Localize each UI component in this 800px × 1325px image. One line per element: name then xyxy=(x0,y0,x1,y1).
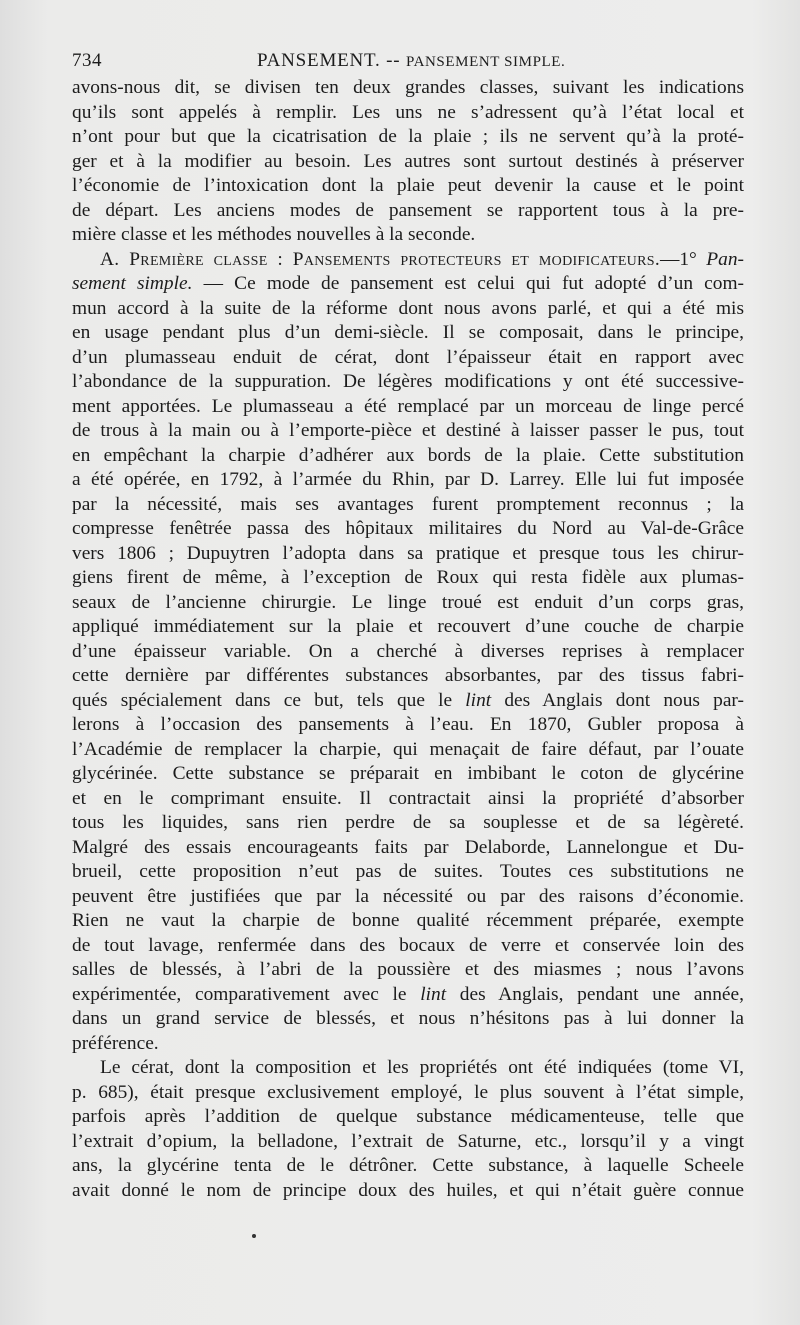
text-line xyxy=(72,272,744,297)
text-line: tous les liquides, sans rien perdre de sa souplesse et de sa légèreté. xyxy=(72,812,744,833)
section-line-rest: — Ce mode de pansement est celui qui fut adopté d’un com- xyxy=(203,273,744,294)
italic-term: lint xyxy=(465,689,492,711)
section-italic-end: sement simple. xyxy=(72,273,193,294)
text-line: glycérinée. Cette substance se préparait en imbibant le coton de glycérine xyxy=(72,763,744,784)
section-heading: A. Première classe : Pansements protecteurs et modificateurs. xyxy=(100,248,660,270)
section-dash: — xyxy=(659,248,680,270)
text-line xyxy=(72,689,744,714)
text-line: d’une épaisseur variable. On a cherché à diverses reprises à remplacer xyxy=(72,640,744,662)
text-line: par la nécessité, mais ses avantages furent promptement reconnus ; la xyxy=(72,493,744,515)
text-line: de départ. Les anciens modes de pansement se rapportent tous à la pre- xyxy=(72,199,744,221)
text-line: Le cérat, dont la composition et les propriétés ont été indiquées (tome VI, xyxy=(100,1057,744,1078)
text-line: seaux de l’ancienne chirurgie. Le linge troué est enduit d’un corps gras, xyxy=(72,591,744,613)
text-line: avons-nous dit, se divisen ten deux grandes classes, suivant les indications xyxy=(72,77,744,98)
running-header xyxy=(72,46,744,76)
italic-term: lint xyxy=(420,983,447,1005)
text-line: p. 685), était presque exclusivement employé, le plus souvent à l’état simple, xyxy=(72,1081,744,1103)
text-segment: des Anglais dont nous par- xyxy=(504,689,744,711)
text-line: salles de blessés, à l’abri de la poussière et des miasmes ; nous l’avons xyxy=(72,959,744,980)
running-title xyxy=(257,50,565,72)
text-line: brueil, cette proposition n’eut pas de suites. Toutes ces substitutions ne xyxy=(72,861,744,882)
section-number: 1° xyxy=(679,248,697,270)
text-line: en empêchant la charpie d’adhérer aux bords de la plaie. Cette substitution xyxy=(72,444,744,466)
text-line: l’abondance de la suppuration. De légères modifications y ont été successive- xyxy=(72,371,744,392)
text-line: Malgré des essais encourageants faits par Delaborde, Lannelongue et Du- xyxy=(72,836,744,858)
text-line: appliqué immédiatement sur la plaie et recouvert d’une couche de charpie xyxy=(72,616,744,637)
text-line: giens firent de même, à l’exception de Roux qui resta fidèle aux plumas- xyxy=(72,567,744,588)
text-line: l’Académie de remplacer la charpie, qui menaçait de faire défaut, par l’ouate xyxy=(72,738,744,760)
text-line: vers 1806 ; Dupuytren l’adopta dans sa pratique et presque tous les chirur- xyxy=(72,542,744,564)
text-line: l’économie de l’intoxication dont la plaie peut devenir la cause et le point xyxy=(72,175,744,196)
text-line: Rien ne vaut la charpie de bonne qualité récemment préparée, exempte xyxy=(72,910,744,931)
running-title-main: PANSEMENT. xyxy=(257,50,381,71)
text-line: et en le comprimant ensuite. Il contractait ainsi la propriété d’absorber xyxy=(72,787,744,809)
text-line: ans, la glycérine tenta de le détrôner. Cette substance, à laquelle Scheele xyxy=(72,1155,744,1176)
text-segment: des Anglais, pendant une année, xyxy=(459,983,744,1005)
text-line: de trous à la main ou à l’emporte-pièce et destiné à laisser passer le pus, tout xyxy=(72,420,744,441)
text-line: mière classe et les méthodes nouvelles à la seconde. xyxy=(72,224,476,245)
text-line: compresse fenêtrée passa des hôpitaux militaires du Nord au Val-de-Grâce xyxy=(72,518,744,539)
text-segment: qués spécialement dans ce but, tels que le xyxy=(72,689,453,711)
text-line: qu’ils sont appelés à remplir. Les uns ne s’adressent qu’à l’état local et xyxy=(72,101,744,123)
text-line: a été opérée, en 1792, à l’armée du Rhin, par D. Larrey. Elle lui fut imposée xyxy=(72,469,744,490)
text-line: parfois après l’addition de quelque substance médicamenteuse, telle que xyxy=(72,1106,744,1127)
text-line: n’ont pour but que la cicatrisation de la plaie ; ils ne servent qu’à la proté- xyxy=(72,126,744,147)
text-line xyxy=(72,983,744,1008)
text-segment: expérimentée, comparativement avec le xyxy=(72,983,407,1005)
text-line: cette dernière par différentes substances absorbantes, par des tissus fabri- xyxy=(72,665,744,686)
text-line: mun accord à la suite de la réforme dont nous avons parlé, et qui a été mis xyxy=(72,297,744,319)
text-line: l’extrait d’opium, la belladone, l’extrait de Saturne, etc., lorsqu’il y a vingt xyxy=(72,1130,744,1152)
text-line: en usage pendant plus d’un demi-siècle. Il se composait, dans le principe, xyxy=(72,322,744,343)
text-line: dans un grand service de blessés, et nous n’hésitons pas à lui donner la xyxy=(72,1008,744,1029)
text-line: d’un plumasseau enduit de cérat, dont l’épaisseur était en rapport avec xyxy=(72,346,744,368)
ink-speck xyxy=(252,1234,256,1238)
text-line: peuvent être justifiées que par la nécessité ou par des raisons d’économie. xyxy=(72,885,744,907)
section-italic-start: Pan- xyxy=(706,248,744,270)
text-line: lerons à l’occasion des pansements à l’eau. En 1870, Gubler proposa à xyxy=(72,714,744,735)
page-number: 734 xyxy=(72,50,102,71)
text-line: préférence. xyxy=(72,1032,159,1054)
text-line: ger et à la modifier au besoin. Les autres sont surtout destinés à préserver xyxy=(72,150,744,172)
text-line: de tout lavage, renfermée dans des bocaux de verre et conservée loin des xyxy=(72,934,744,956)
text-line: avait donné le nom de principe doux des huiles, et qui n’était guère connue xyxy=(72,1179,744,1201)
section-heading-line xyxy=(72,248,744,273)
text-line: ment apportées. Le plumasseau a été remplacé par un morceau de linge percé xyxy=(72,395,744,417)
running-title-separator: -- xyxy=(386,50,401,71)
running-title-sub: PANSEMENT SIMPLE. xyxy=(406,54,566,70)
body-text xyxy=(72,76,744,1203)
